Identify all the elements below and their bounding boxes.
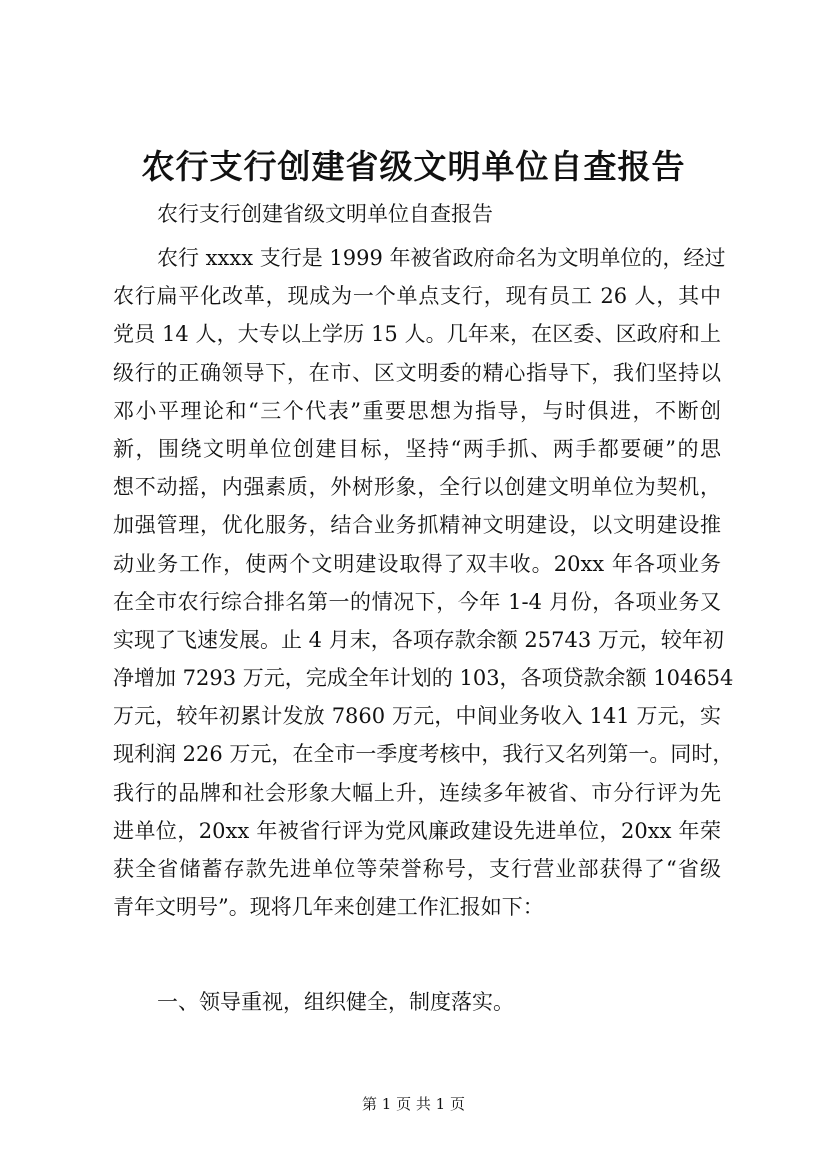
body-line: 想不动摇，内强素质，外树形象，全行以创建文明单位为契机， <box>113 475 721 500</box>
body-line: 实现了飞速发展。止 4 月末，各项存款余额 25743 万元，较年初 <box>113 627 724 652</box>
body-line: 获全省储蓄存款先进单位等荣誉称号，支行营业部获得了“省级 <box>113 857 721 881</box>
body-line: 党员 14 人，大专以上学历 15 人。几年来，在区委、区政府和上 <box>113 322 721 347</box>
body-paragraph <box>113 239 734 926</box>
section-heading: 一、领导重视，组织健全，制度落实。 <box>157 990 514 1014</box>
body-line: 农行 xxxx 支行是 1999 年被省政府命名为文明单位的，经过 <box>157 246 726 270</box>
page-footer: 第 1 页 共 1 页 <box>362 1095 465 1113</box>
body-line: 青年文明号”。现将几年来创建工作汇报如下： <box>113 895 544 920</box>
body-line: 我行的品牌和社会形象大幅上升，连续多年被省、市分行评为先 <box>113 780 721 805</box>
body-line: 农行扁平化改革，现成为一个单点支行，现有员工 26 人，其中 <box>113 284 721 309</box>
body-line: 新，围绕文明单位创建目标，坚持“两手抓、两手都要硬”的思 <box>113 436 721 461</box>
body-line: 进单位，20xx 年被省行评为党风廉政建设先进单位，20xx 年荣 <box>113 818 721 843</box>
body-line: 现利润 226 万元，在全市一季度考核中，我行又名列第一。同时， <box>113 742 734 767</box>
body-line: 级行的正确领导下，在市、区文明委的精心指导下，我们坚持以 <box>113 360 721 385</box>
body-line: 动业务工作，使两个文明建设取得了双丰收。20xx 年各项业务 <box>113 551 721 576</box>
body-line: 邓小平理论和“三个代表”重要思想为指导，与时俱进，不断创 <box>113 398 721 423</box>
document-title: 农行支行创建省级文明单位自查报告 <box>141 147 686 186</box>
body-line: 加强管理，优化服务，结合业务抓精神文明建设，以文明建设推 <box>113 513 721 538</box>
body-line: 万元，较年初累计发放 7860 万元，中间业务收入 141 万元，实 <box>113 704 721 729</box>
document-subtitle: 农行支行创建省级文明单位自查报告 <box>157 202 493 226</box>
body-line: 净增加 7293 万元，完成全年计划的 103，各项贷款余额 104654 <box>113 666 734 691</box>
body-line: 在全市农行综合排名第一的情况下，今年 1-4 月份，各项业务又 <box>113 589 721 614</box>
